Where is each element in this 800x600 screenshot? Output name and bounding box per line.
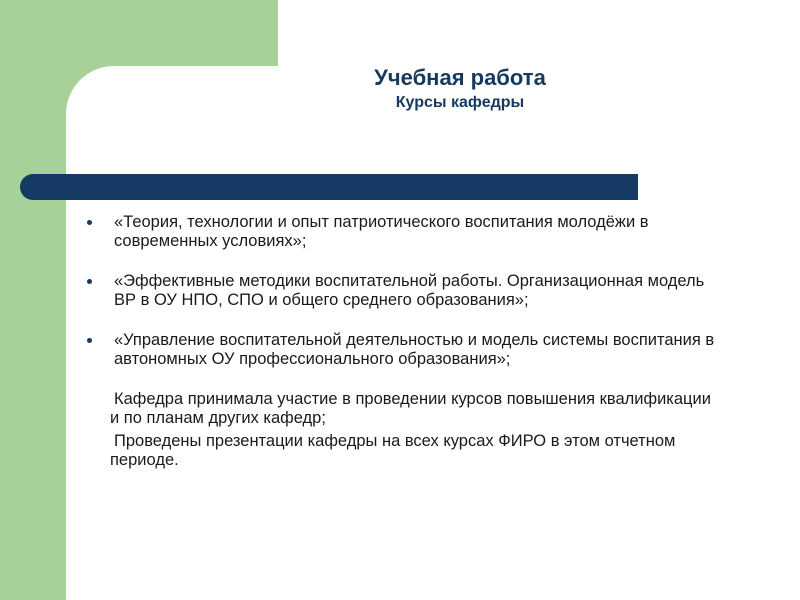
bullet-item-2 xyxy=(84,272,724,310)
slide-content xyxy=(84,213,724,474)
paragraph-courses-participation: Кафедра принимала участие в проведении курсов повышения квалификации и по планам других кафедр; xyxy=(110,390,711,427)
bullet-item-3 xyxy=(84,331,724,369)
slide-title: Учебная работа xyxy=(374,65,546,90)
bullet-text: «Управление воспитательной деятельностью и модель системы воспитания в автономных ОУ профессионального образования»; xyxy=(114,331,715,368)
bullet-text: «Теория, технологии и опыт патриотического воспитания молодёжи в современных условиях»; xyxy=(114,213,649,250)
title-block xyxy=(280,64,640,114)
bullet-dot-icon xyxy=(87,279,92,284)
bullet-text: «Эффективные методики воспитательной работы. Организационная модель ВР в ОУ НПО, СПО и общего среднего образования»; xyxy=(114,272,705,309)
paragraph-presentations: Проведены презентации кафедры на всех курсах ФИРО в этом отчетном периоде. xyxy=(110,432,676,469)
bullet-item-1 xyxy=(84,213,724,251)
bullet-dot-icon xyxy=(87,338,92,343)
bullet-dot-icon xyxy=(87,220,92,225)
decorative-divider-bar xyxy=(20,174,638,200)
slide-subtitle: Курсы кафедры xyxy=(395,94,525,111)
